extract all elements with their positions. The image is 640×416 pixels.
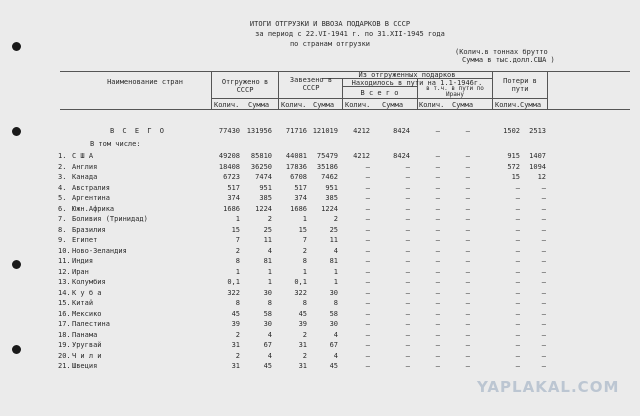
- table-cell: –: [435, 278, 440, 286]
- table-cell: –: [515, 278, 520, 286]
- header-shipped: Отгружено в СССР: [221, 78, 269, 94]
- table-cell: 30: [329, 288, 338, 297]
- table-cell: –: [405, 194, 410, 202]
- table-cell: 67: [329, 341, 338, 349]
- table-cell: –: [365, 225, 370, 234]
- table-cell: 8: [302, 299, 307, 307]
- table-cell: 6708: [290, 173, 307, 181]
- table-cell: –: [435, 236, 440, 244]
- table-cell: –: [515, 341, 520, 349]
- col-sep: [547, 71, 548, 109]
- table-cell: –: [541, 320, 546, 328]
- document-title: ИТОГИ ОТГРУЗКИ И ВВОЗА ПОДАРКОВ В СССР: [249, 20, 411, 28]
- row-number: 5.: [58, 194, 67, 202]
- table-cell: –: [465, 341, 470, 349]
- row-number: 16.: [58, 309, 71, 318]
- table-cell: 17836: [285, 162, 307, 171]
- table-cell: –: [365, 215, 370, 223]
- table-cell: –: [465, 246, 470, 255]
- table-cell: 915: [507, 152, 520, 160]
- table-cell: 4212: [353, 152, 370, 160]
- table-cell: –: [515, 351, 520, 360]
- table-cell: 951: [325, 183, 338, 192]
- row-number: 20.: [58, 351, 71, 360]
- table-cell: 8: [235, 257, 240, 265]
- table-cell: –: [405, 204, 410, 213]
- table-cell: 36250: [250, 162, 272, 171]
- table-cell: 1: [267, 278, 272, 286]
- table-cell: 2: [235, 351, 240, 360]
- table-cell: –: [465, 278, 470, 286]
- table-cell: 30: [263, 288, 272, 297]
- country-name: Канада: [72, 173, 98, 181]
- table-cell: 4: [333, 330, 338, 339]
- country-name: Бразилия: [72, 225, 106, 234]
- table-cell: –: [405, 278, 410, 286]
- table-cell: 31: [298, 362, 307, 370]
- table-cell: –: [465, 225, 470, 234]
- table-cell: –: [405, 257, 410, 265]
- table-cell: 8424: [393, 152, 410, 160]
- country-name: Южн.Африка: [72, 204, 115, 213]
- table-cell: 15: [231, 225, 240, 234]
- country-name: Колумбия: [72, 278, 106, 286]
- table-cell: –: [541, 330, 546, 339]
- col-sep: [492, 71, 493, 109]
- table-cell: –: [465, 183, 470, 192]
- table-cell: 1407: [529, 152, 546, 160]
- table-cell: 45: [263, 362, 272, 370]
- table-cell: 81: [263, 257, 272, 265]
- row-number: 10.: [58, 246, 71, 255]
- table-cell: 30: [329, 320, 338, 328]
- table-cell: –: [365, 288, 370, 297]
- table-cell: –: [515, 362, 520, 370]
- table-cell: –: [405, 225, 410, 234]
- table-cell: –: [435, 320, 440, 328]
- header-in-transit: Находилось в пути на 1.1-1946г.: [351, 79, 483, 87]
- country-name: Египет: [72, 236, 98, 244]
- table-cell: 45: [329, 362, 338, 370]
- table-cell: –: [465, 288, 470, 297]
- table-cell: 8424: [393, 127, 410, 135]
- table-cell: –: [405, 246, 410, 255]
- table-cell: –: [365, 246, 370, 255]
- header-sum: Сумма: [520, 101, 542, 109]
- table-cell: –: [515, 257, 520, 265]
- header-incl-transit: в т.ч. в пути по Ирану: [426, 85, 484, 98]
- table-cell: 75479: [316, 152, 338, 160]
- table-cell: 0,1: [294, 278, 307, 286]
- table-cell: –: [435, 351, 440, 360]
- row-number: 11.: [58, 257, 71, 265]
- table-cell: –: [515, 225, 520, 234]
- table-cell: –: [365, 278, 370, 286]
- row-number: 19.: [58, 341, 71, 349]
- table-cell: –: [541, 225, 546, 234]
- table-cell: –: [465, 362, 470, 370]
- document-period: за период с 22.VI-1941 г. по 31.XII-1945 года: [255, 30, 445, 38]
- table-cell: 81: [329, 257, 338, 265]
- country-name: Уругвай: [72, 341, 102, 349]
- header-name: Наименование стран: [107, 78, 183, 86]
- table-cell: 67: [263, 341, 272, 349]
- table-cell: 85810: [250, 152, 272, 160]
- table-cell: –: [405, 183, 410, 192]
- row-number: 2.: [58, 162, 67, 171]
- table-cell: –: [405, 351, 410, 360]
- country-name: Китай: [72, 299, 94, 307]
- header-qty: Колич.: [495, 101, 521, 109]
- country-name: Боливия (Тринидад): [72, 215, 148, 223]
- row-number: 15.: [58, 299, 71, 307]
- row-number: 4.: [58, 183, 67, 192]
- table-cell: 2: [235, 246, 240, 255]
- col-sep: [278, 71, 279, 109]
- table-cell: 1: [333, 267, 338, 276]
- table-cell: 1686: [290, 204, 307, 213]
- table-cell: –: [435, 183, 440, 192]
- table-cell: –: [435, 194, 440, 202]
- table-cell: 7: [302, 236, 307, 244]
- binder-hole: [12, 127, 21, 136]
- table-cell: 4: [267, 351, 272, 360]
- document-subtitle: по странам отгрузки: [289, 40, 371, 48]
- table-cell: –: [405, 320, 410, 328]
- table-cell: 385: [325, 194, 338, 202]
- table-cell: –: [541, 299, 546, 307]
- table-cell: –: [465, 330, 470, 339]
- table-cell: –: [515, 288, 520, 297]
- country-name: Швеция: [72, 362, 98, 370]
- table-cell: –: [515, 267, 520, 276]
- table-cell: –: [365, 236, 370, 244]
- table-cell: –: [541, 246, 546, 255]
- header-sum: Сумма: [248, 101, 270, 109]
- table-cell: 517: [294, 183, 307, 192]
- country-name: К у б а: [72, 288, 102, 297]
- row-number: 13.: [58, 278, 71, 286]
- table-cell: –: [541, 278, 546, 286]
- table-cell: –: [435, 152, 440, 160]
- table-cell: 572: [507, 162, 520, 171]
- table-cell: –: [405, 299, 410, 307]
- table-cell: –: [435, 299, 440, 307]
- table-cell: 322: [227, 288, 240, 297]
- table-cell: 8: [302, 257, 307, 265]
- table-cell: 6723: [223, 173, 240, 181]
- table-cell: –: [405, 330, 410, 339]
- table-cell: 1224: [321, 204, 338, 213]
- country-name: Ч и л и: [72, 351, 102, 360]
- table-cell: –: [435, 246, 440, 255]
- country-name: С Ш А: [72, 152, 94, 160]
- table-cell: 58: [263, 309, 272, 318]
- table-cell: 35186: [316, 162, 338, 171]
- table-cell: 517: [227, 183, 240, 192]
- table-cell: 7474: [255, 173, 272, 181]
- table-cell: 1: [302, 267, 307, 276]
- table-cell: –: [541, 351, 546, 360]
- header-of-shipped: Из отгруженных подарков: [358, 71, 456, 79]
- table-cell: –: [465, 215, 470, 223]
- table-cell: 2: [302, 351, 307, 360]
- table-cell: –: [515, 236, 520, 244]
- table-cell: –: [405, 341, 410, 349]
- table-cell: 49208: [218, 152, 240, 160]
- header-total: В с е г о: [360, 89, 399, 97]
- table-cell: –: [465, 267, 470, 276]
- table-cell: 1686: [223, 204, 240, 213]
- row-number: 6.: [58, 204, 67, 213]
- table-cell: –: [435, 204, 440, 213]
- table-cell: –: [365, 257, 370, 265]
- table-cell: 2513: [529, 127, 546, 135]
- table-cell: –: [405, 288, 410, 297]
- watermark-logo: YAPLAKAL.COM: [477, 378, 620, 396]
- header-qty: Колич.: [345, 101, 371, 109]
- table-cell: –: [365, 162, 370, 171]
- binder-hole: [12, 42, 21, 51]
- table-cell: 8: [333, 299, 338, 307]
- table-cell: –: [435, 288, 440, 297]
- table-cell: 71716: [285, 127, 307, 135]
- table-cell: –: [541, 257, 546, 265]
- units-note-line2: Сумма в тыс.долл.США ): [462, 56, 555, 64]
- table-cell: 1: [333, 278, 338, 286]
- table-cell: 8: [267, 299, 272, 307]
- table-cell: –: [365, 330, 370, 339]
- table-cell: –: [515, 330, 520, 339]
- table-cell: –: [465, 236, 470, 244]
- row-number: 21.: [58, 362, 71, 370]
- header-losses: Потери в пути: [503, 77, 537, 93]
- table-cell: 7462: [321, 173, 338, 181]
- row-number: 8.: [58, 225, 67, 234]
- table-cell: –: [541, 309, 546, 318]
- table-cell: –: [405, 162, 410, 171]
- country-name: Палестина: [72, 320, 110, 328]
- table-cell: 1: [302, 215, 307, 223]
- row-number: 1.: [58, 152, 67, 160]
- country-name: Панама: [72, 330, 98, 339]
- table-cell: –: [405, 309, 410, 318]
- header-qty: Колич.: [419, 101, 445, 109]
- table-cell: 374: [227, 194, 240, 202]
- table-cell: –: [365, 362, 370, 370]
- table-cell: –: [465, 173, 470, 181]
- table-cell: –: [365, 351, 370, 360]
- country-name: Иран: [72, 267, 89, 276]
- table-cell: 30: [263, 320, 272, 328]
- binder-hole: [12, 345, 21, 354]
- table-cell: –: [435, 127, 440, 135]
- table-cell: –: [465, 194, 470, 202]
- units-note-line1: (Колич.в тоннах брутто: [455, 48, 548, 56]
- table-cell: 44081: [285, 152, 307, 160]
- table-cell: 385: [259, 194, 272, 202]
- row-number: 17.: [58, 320, 71, 328]
- table-cell: –: [365, 299, 370, 307]
- table-cell: –: [541, 183, 546, 192]
- table-cell: –: [405, 267, 410, 276]
- table-cell: –: [435, 173, 440, 181]
- table-cell: –: [465, 162, 470, 171]
- row-number: 12.: [58, 267, 71, 276]
- table-cell: 15: [511, 173, 520, 181]
- table-cell: –: [365, 320, 370, 328]
- table-cell: 951: [259, 183, 272, 192]
- table-cell: –: [541, 194, 546, 202]
- table-cell: –: [515, 194, 520, 202]
- table-cell: –: [541, 267, 546, 276]
- table-cell: –: [435, 341, 440, 349]
- subheader-rule: [211, 98, 547, 99]
- header-imported: Завезено в СССР: [289, 76, 333, 92]
- row-number: 18.: [58, 330, 71, 339]
- country-name: Ново-Зеландия: [72, 246, 127, 255]
- table-cell: –: [515, 320, 520, 328]
- binder-hole: [12, 260, 21, 269]
- header-qty: Колич.: [214, 101, 240, 109]
- row-number: 7.: [58, 215, 67, 223]
- table-cell: 7: [235, 236, 240, 244]
- table-cell: –: [541, 204, 546, 213]
- table-cell: –: [435, 267, 440, 276]
- table-cell: –: [465, 351, 470, 360]
- in-that-number-label: В том числе:: [90, 140, 141, 148]
- table-cell: 31: [298, 341, 307, 349]
- table-cell: –: [465, 127, 470, 135]
- table-cell: 12: [537, 173, 546, 181]
- table-cell: –: [365, 341, 370, 349]
- country-name: Англия: [72, 162, 98, 171]
- row-number: 9.: [58, 236, 67, 244]
- table-cell: 4: [333, 351, 338, 360]
- table-cell: –: [405, 236, 410, 244]
- table-cell: 2: [333, 215, 338, 223]
- header-sum: Сумма: [382, 101, 404, 109]
- table-cell: 45: [298, 309, 307, 318]
- table-cell: 1: [267, 267, 272, 276]
- country-name: Аргентина: [72, 194, 110, 202]
- table-cell: 2: [267, 215, 272, 223]
- table-cell: 31: [231, 341, 240, 349]
- table-cell: –: [515, 246, 520, 255]
- table-cell: –: [465, 204, 470, 213]
- table-cell: 4: [267, 246, 272, 255]
- table-cell: –: [541, 341, 546, 349]
- table-cell: –: [405, 173, 410, 181]
- row-number: 3.: [58, 173, 67, 181]
- table-cell: –: [435, 309, 440, 318]
- table-cell: –: [435, 330, 440, 339]
- table-cell: 18408: [218, 162, 240, 171]
- table-cell: 4212: [353, 127, 370, 135]
- table-cell: 1: [235, 267, 240, 276]
- table-cell: –: [541, 362, 546, 370]
- header-sum: Сумма: [313, 101, 335, 109]
- table-cell: –: [541, 215, 546, 223]
- table-cell: 2: [302, 246, 307, 255]
- header-qty: Колич.: [281, 101, 307, 109]
- table-cell: 131956: [246, 127, 272, 135]
- table-cell: 15: [298, 225, 307, 234]
- table-cell: 39: [231, 320, 240, 328]
- table-cell: 1502: [503, 127, 520, 135]
- table-cell: –: [465, 320, 470, 328]
- table-cell: 11: [263, 236, 272, 244]
- table-cell: –: [365, 183, 370, 192]
- table-cell: 45: [231, 309, 240, 318]
- col-sep: [211, 71, 212, 109]
- table-cell: –: [405, 215, 410, 223]
- table-cell: –: [465, 152, 470, 160]
- table-cell: 322: [294, 288, 307, 297]
- table-cell: 374: [294, 194, 307, 202]
- table-cell: 1094: [529, 162, 546, 171]
- table-cell: 58: [329, 309, 338, 318]
- table-cell: –: [515, 183, 520, 192]
- table-cell: 1: [235, 215, 240, 223]
- table-cell: 8: [235, 299, 240, 307]
- table-cell: 2: [235, 330, 240, 339]
- table-cell: –: [365, 267, 370, 276]
- table-cell: –: [435, 225, 440, 234]
- table-cell: 4: [267, 330, 272, 339]
- table-cell: –: [515, 309, 520, 318]
- row-number: 14.: [58, 288, 71, 297]
- table-cell: –: [515, 215, 520, 223]
- table-cell: 77430: [218, 127, 240, 135]
- table-cell: –: [465, 309, 470, 318]
- table-cell: –: [515, 204, 520, 213]
- table-cell: –: [365, 204, 370, 213]
- table-cell: –: [435, 362, 440, 370]
- table-cell: –: [435, 162, 440, 171]
- table-cell: 121019: [312, 127, 338, 135]
- table-cell: –: [515, 299, 520, 307]
- table-cell: 0,1: [227, 278, 240, 286]
- table-cell: –: [541, 288, 546, 297]
- table-cell: –: [541, 236, 546, 244]
- table-cell: –: [465, 257, 470, 265]
- table-cell: –: [465, 299, 470, 307]
- table-cell: –: [435, 215, 440, 223]
- table-cell: 39: [298, 320, 307, 328]
- header-bottom-rule: [60, 109, 630, 110]
- table-cell: –: [405, 362, 410, 370]
- table-cell: 25: [329, 225, 338, 234]
- table-cell: 1224: [255, 204, 272, 213]
- table-cell: –: [365, 309, 370, 318]
- table-cell: 31: [231, 362, 240, 370]
- table-cell: –: [365, 173, 370, 181]
- country-name: Мексико: [72, 309, 102, 318]
- table-cell: 4: [333, 246, 338, 255]
- table-cell: 2: [302, 330, 307, 339]
- country-name: Австралия: [72, 183, 110, 192]
- table-cell: 11: [329, 236, 338, 244]
- table-cell: –: [365, 194, 370, 202]
- header-sum: Сумма: [452, 101, 474, 109]
- table-cell: –: [435, 257, 440, 265]
- total-label: В С Е Г О: [110, 127, 166, 135]
- table-cell: 25: [263, 225, 272, 234]
- country-name: Индия: [72, 257, 94, 265]
